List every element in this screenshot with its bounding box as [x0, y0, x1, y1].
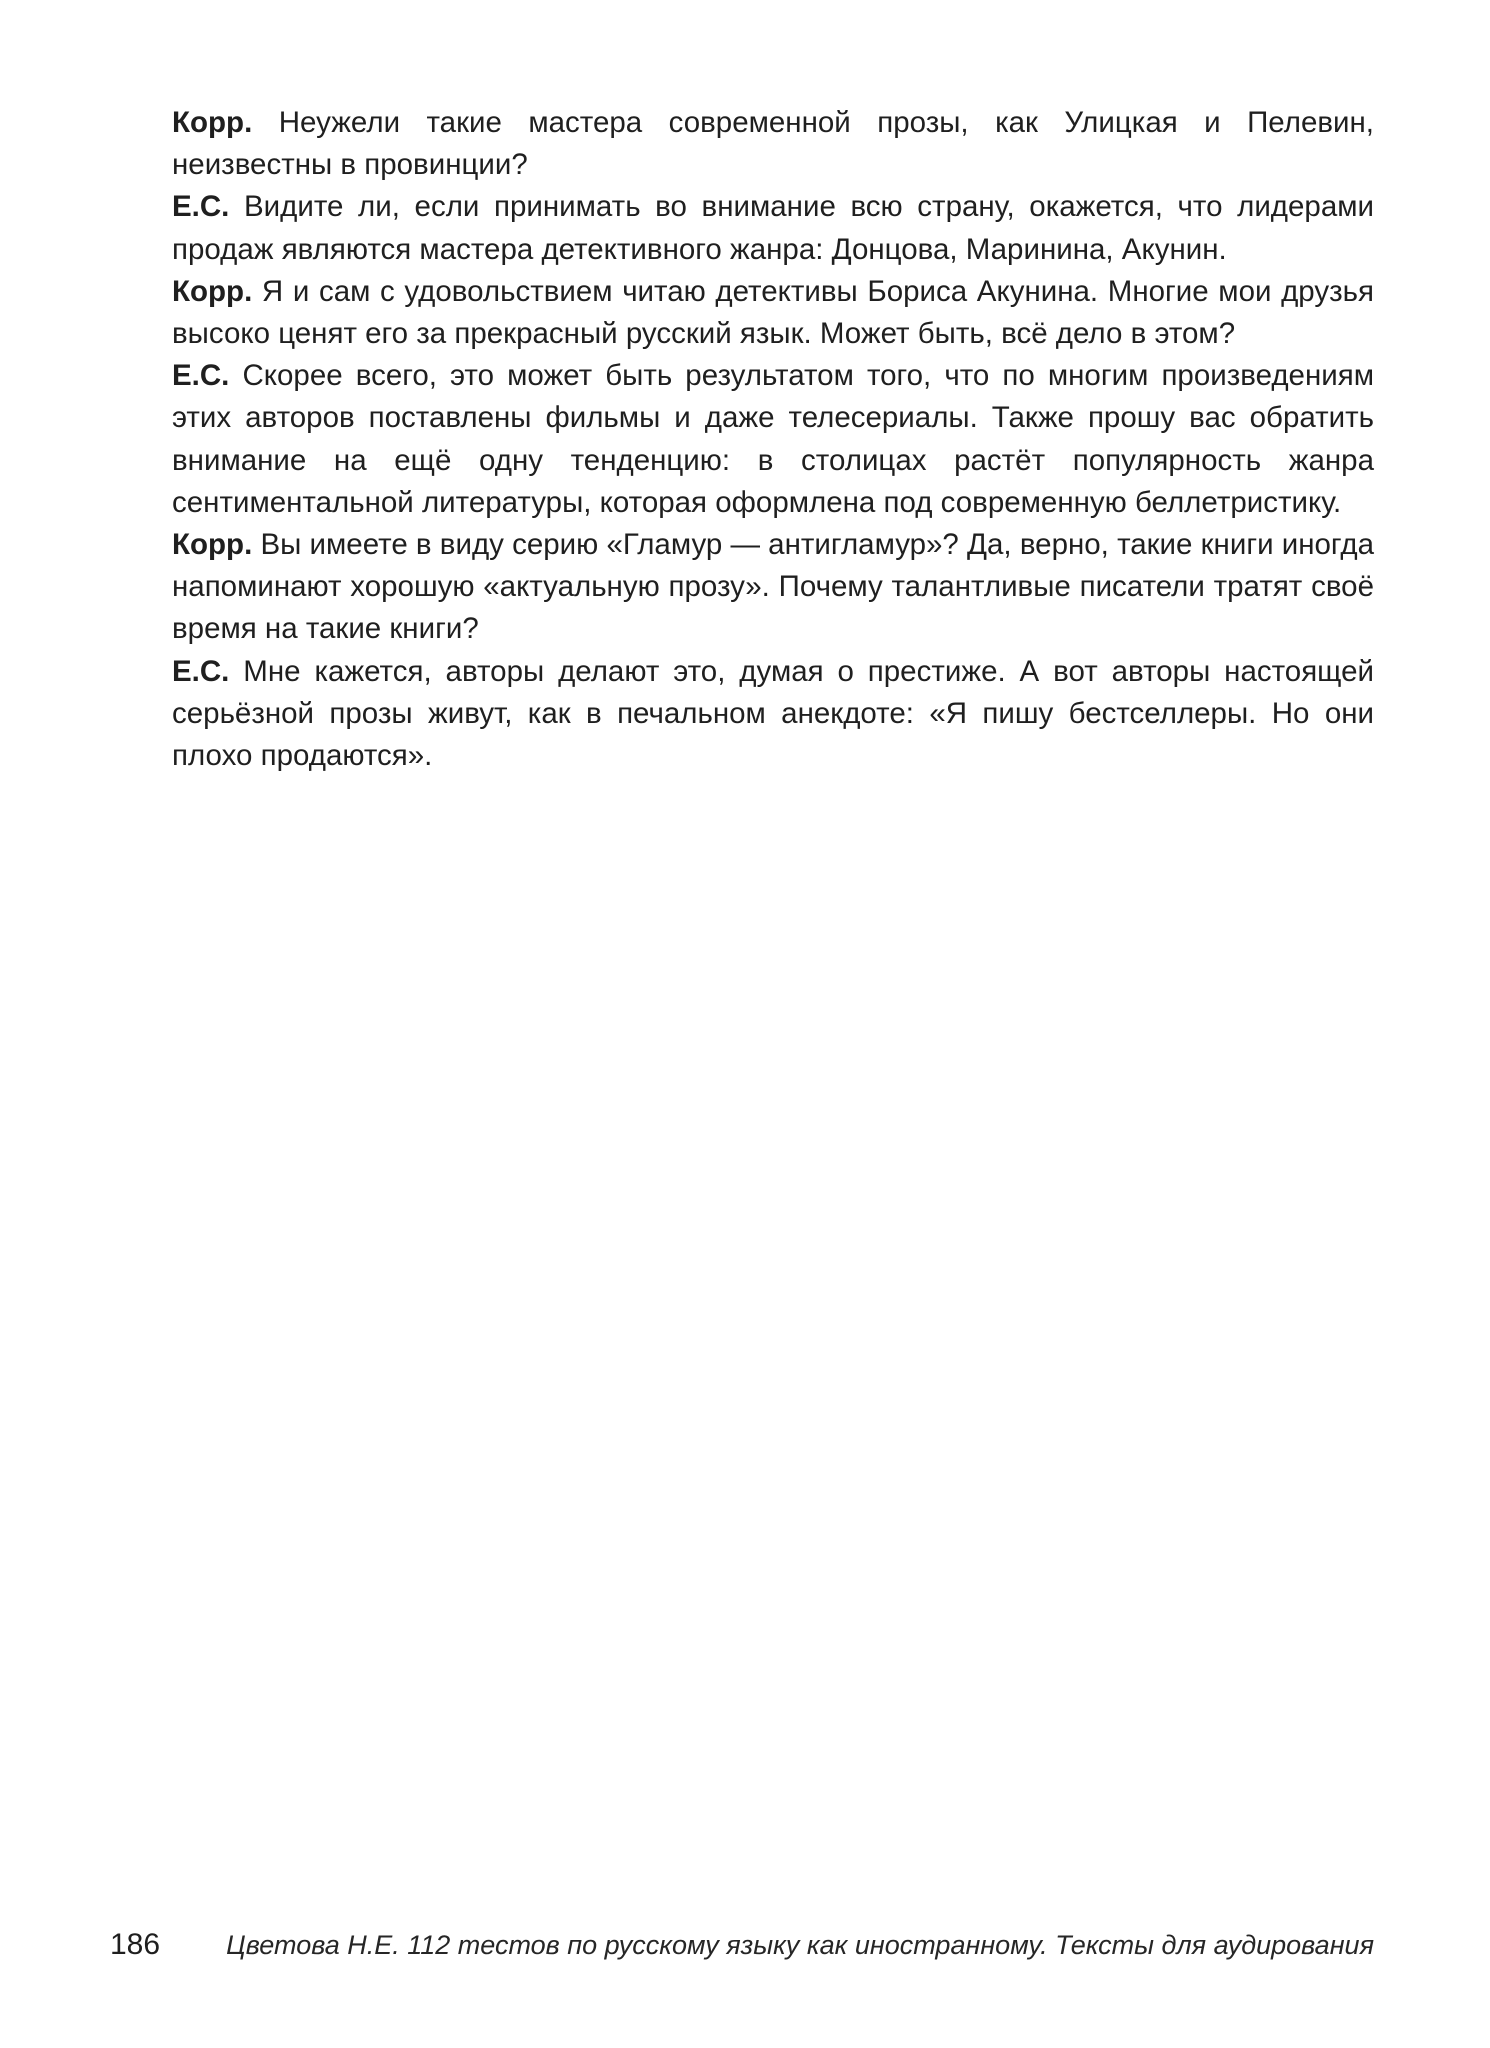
book-title: Цветова Н.Е. 112 тестов по русскому языку как иностранному. Тексты для аудирования — [226, 1930, 1374, 1960]
paragraph-text: Я и сам с удовольствием читаю детективы Бориса Акунина. Многие мои друзья высоко ценят его за прекрасный русский язык. Может быть, всё дело в этом? — [172, 274, 1374, 351]
dialogue-paragraph — [172, 355, 1374, 524]
dialogue-paragraph — [172, 102, 1374, 186]
dialogue-text — [172, 102, 1374, 777]
speaker-label: Корр. — [172, 274, 253, 308]
paragraph-text: Скорее всего, это может быть результатом того, что по многим произведениям этих авторов поставлены фильмы и даже телесериалы. Также прошу вас обратить внимание на ещё одну тенденцию: в столицах растёт популярность жанра сентиментальной литературы, которая оформлена под современную беллетристику. — [172, 359, 1374, 519]
speaker-label: Е.С. — [172, 654, 230, 688]
paragraph-text: Видите ли, если принимать во внимание всю страну, окажется, что лидерами продаж являются мастера детективного жанра: Донцова, Маринина, Акунин. — [172, 190, 1374, 266]
paragraph-text: Вы имеете в виду серию «Гламур — антигламур»? Да, верно, такие книги иногда напоминают хорошую «актуальную прозу». Почему талантливые писатели тратят своё время на такие книги? — [172, 528, 1374, 646]
dialogue-paragraph — [172, 271, 1374, 355]
dialogue-paragraph — [172, 651, 1374, 778]
dialogue-paragraph — [172, 524, 1374, 651]
dialogue-paragraph — [172, 186, 1374, 270]
page-number: 186 — [110, 1928, 161, 1961]
speaker-label: Корр. — [172, 106, 253, 139]
speaker-label: Корр. — [172, 528, 253, 562]
paragraph-text: Неужели такие мастера современной прозы, как Улицкая и Пелевин, неизвестны в провинции? — [172, 106, 1374, 182]
page-footer — [110, 1928, 1374, 1968]
paragraph-text: Мне кажется, авторы делают это, думая о престиже. А вот авторы настоящей серьёзной прозы живут, как в печальном анекдоте: «Я пишу бестселлеры. Но они плохо продаются». — [172, 654, 1374, 773]
speaker-label: Е.С. — [172, 359, 230, 393]
speaker-label: Е.С. — [172, 190, 230, 224]
